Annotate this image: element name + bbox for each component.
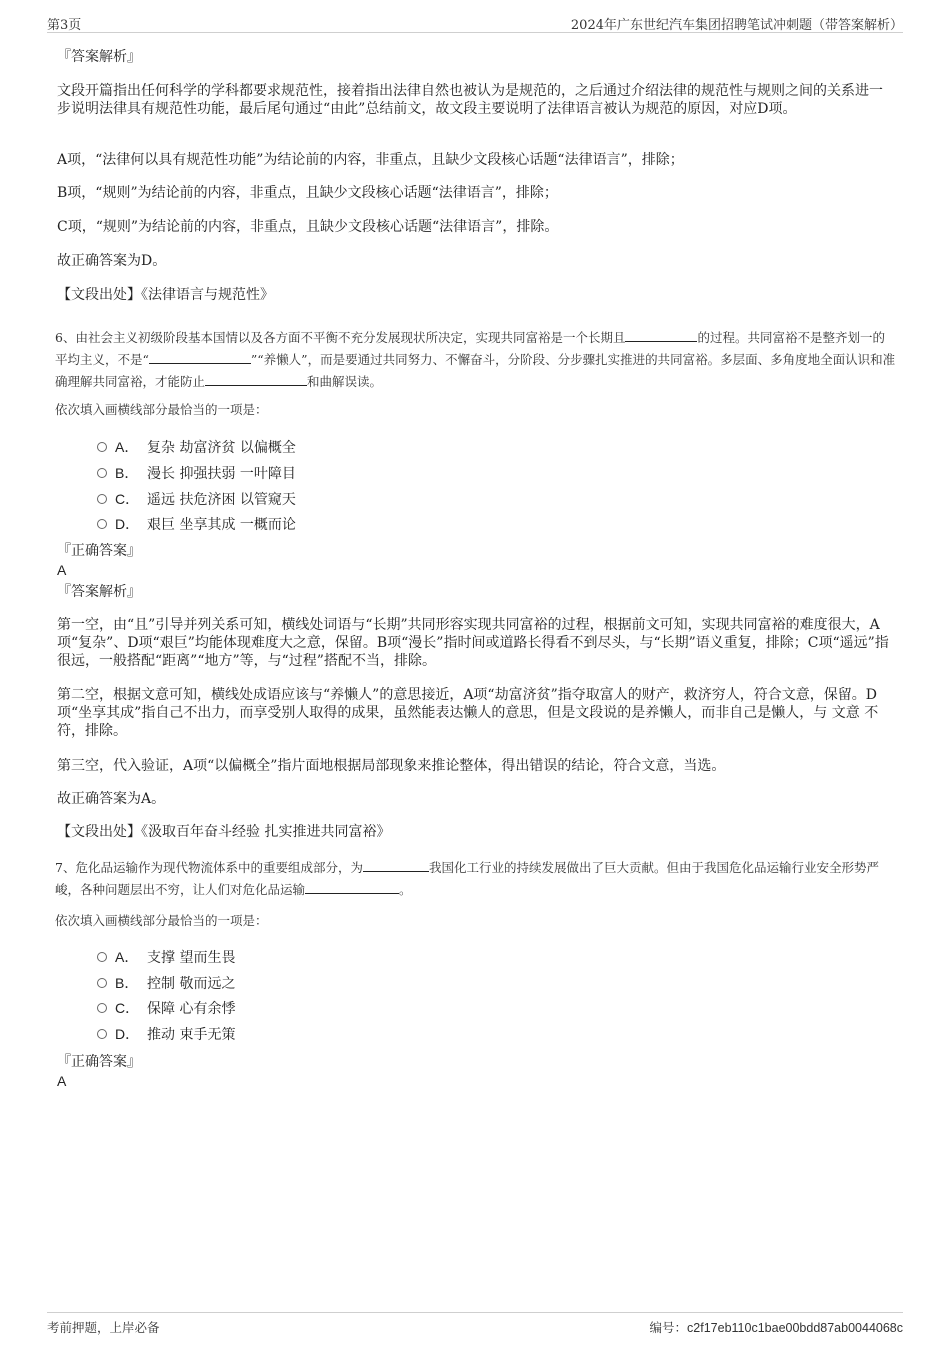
q5-analysis-option-b: B项，“规则”为结论前的内容，非重点，且缺少文段核心话题“法律语言”，排除；	[57, 185, 558, 201]
radio-icon[interactable]	[97, 978, 107, 988]
radio-icon[interactable]	[97, 468, 107, 478]
radio-icon[interactable]	[97, 494, 107, 504]
radio-icon[interactable]	[97, 1029, 107, 1039]
q6-option-a[interactable]: A． 复杂 劫富济贫 以偏概全	[97, 437, 296, 457]
q6-blank-2	[149, 351, 251, 364]
radio-icon[interactable]	[97, 952, 107, 962]
q6-blank-1	[625, 329, 697, 342]
q7-option-d[interactable]: D． 推动 束手无策	[97, 1024, 235, 1044]
radio-icon[interactable]	[97, 519, 107, 529]
page-number: 第3页	[47, 18, 82, 33]
q6-blank-3	[205, 373, 307, 386]
q6-analysis-paragraph-2: 第二空，根据文意可知，横线处成语应该与“养懒人”的意思接近，A项“劫富济贫”指夺取富人的财产，救济穷人，符合文意，保留。D项“坐享其成”指自己不出力，而享受别人取得的成果，虽然能表达懒人的意思，但是文段说的是养懒人，而非自己是懒人，与 文意 不符，排除。	[57, 687, 879, 739]
page-footer	[47, 1312, 903, 1337]
radio-icon[interactable]	[97, 1003, 107, 1013]
q7-prompt: 依次填入画横线部分最恰当的一项是：	[55, 913, 268, 928]
q6-correct-label: 『正确答案』	[57, 543, 141, 559]
footer-code: 编号：c2f17eb110c1bae00bdd87ab0044068c	[649, 1320, 903, 1335]
q7-correct-label: 『正确答案』	[57, 1054, 141, 1070]
document-title: 2024年广东世纪汽车集团招聘笔试冲刺题（带答案解析）	[570, 18, 903, 33]
q5-analysis-option-c: C项，“规则”为结论前的内容，非重点，且缺少文段核心话题“法律语言”，排除。	[57, 219, 559, 235]
q7-option-b[interactable]: B． 控制 敬而远之	[97, 973, 235, 993]
q5-analysis-paragraph: 文段开篇指出任何科学的学科都要求规范性，接着指出法律自然也被认为是规范的，之后通过介绍法律的规范性与规则之间的关系进一步说明法律具有规范性功能，最后尾句通过“由此”总结前文，故文段主要说明了法律语言被认为规范的原因，对应D项。	[57, 83, 883, 117]
q5-source: 【文段出处】《法律语言与规范性》	[57, 287, 274, 303]
q6-option-b[interactable]: B． 漫长 抑强扶弱 一叶障目	[97, 463, 296, 483]
q7-option-c[interactable]: C． 保障 心有余悸	[97, 998, 235, 1018]
q7-correct-answer: A	[57, 1073, 67, 1089]
q7-stem: 7、危化品运输作为现代物流体系中的重要组成部分，为 我国化工行业的持续发展做出了巨大贡献。但由于我国危化品运输行业安全形势严峻，各种问题层出不穷，让人们对危化品运输 。	[55, 860, 879, 897]
q6-conclusion: 故正确答案为A。	[57, 791, 166, 807]
q6-source: 【文段出处】《汲取百年奋斗经验 扎实推进共同富裕》	[57, 824, 391, 840]
q6-option-d[interactable]: D． 艰巨 坐享其成 一概而论	[97, 514, 296, 534]
q6-correct-answer: A	[57, 562, 67, 578]
q6-analysis-paragraph-3: 第三空，代入验证，A项“以偏概全”指片面地根据局部现象来推论整体，得出错误的结论，符合文意，当选。	[57, 758, 726, 774]
q7-option-a[interactable]: A． 支撑 望而生畏	[97, 947, 235, 967]
q6-option-c[interactable]: C． 遥远 扶危济困 以管窥天	[97, 489, 296, 509]
radio-icon[interactable]	[97, 442, 107, 452]
q6-analysis-paragraph-1: 第一空，由“且”引导并列关系可知，横线处词语与“长期”共同形容实现共同富裕的过程，根据前文可知，实现共同富裕的难度很大，A项“复杂”、D项“艰巨”均能体现难度大之意，保留。B项“漫长”指时间或道路长得看不到尽头，与“长期”语义重复，排除；C项“遥远”指很远，一般搭配“距离”“地方”等，与“过程”搭配不当，排除。	[57, 617, 889, 669]
q6-analysis-label: 『答案解析』	[57, 584, 141, 600]
q5-conclusion: 故正确答案为D。	[57, 253, 167, 269]
page-header	[47, 10, 903, 33]
q5-analysis-option-a: A项，“法律何以具有规范性功能”为结论前的内容，非重点，且缺少文段核心话题“法律语言”，排除；	[57, 152, 684, 168]
q6-stem: 6、由社会主义初级阶段基本国情以及各方面不平衡不充分发展现状所决定，实现共同富裕是一个长期且 的过程。共同富裕不是整齐划一的平均主义，不是“ ”“养懒人”，而是要通过共同努力、不懈奋斗，分阶段、分步骤扎实推进的共同富裕。多层面、多角度地全面认识和准确理解共同富裕，才能防止 和曲解误读。	[55, 330, 896, 389]
q5-analysis-label: 『答案解析』	[57, 49, 141, 65]
q6-prompt: 依次填入画横线部分最恰当的一项是：	[55, 402, 268, 417]
q7-blank-2	[305, 881, 399, 894]
footer-slogan: 考前押题，上岸必备	[47, 1320, 160, 1335]
q7-blank-1	[363, 859, 429, 872]
